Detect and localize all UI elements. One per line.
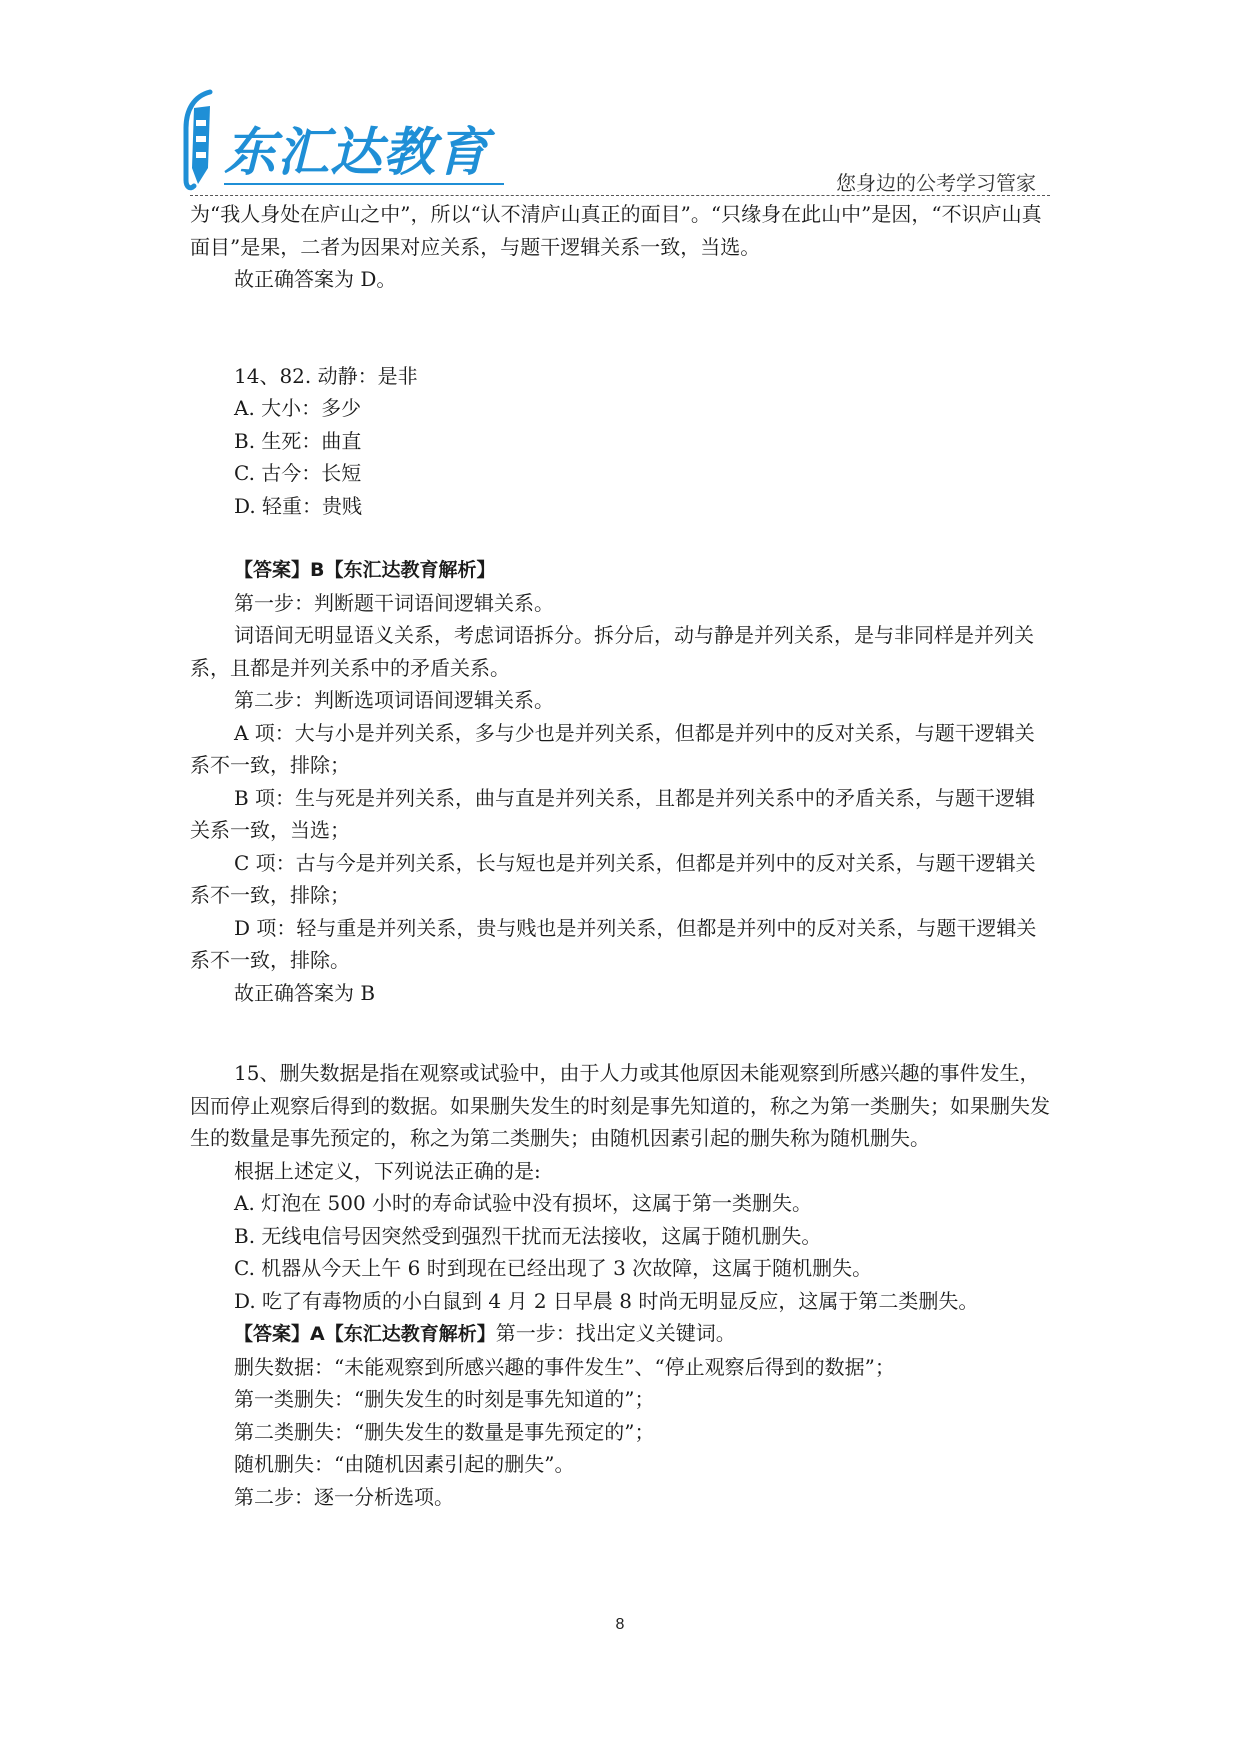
- analysis-line: D 项：轻与重是并列关系，贵与贱也是并列关系，但都是并列中的反对关系，与题干逻辑关系不一致，排除。: [190, 915, 1037, 972]
- analysis-line: C 项：古与今是并列关系，长与短也是并列关系，但都是并列中的反对关系，与题干逻辑关系不一致，排除；: [190, 850, 1036, 907]
- option: D. 吃了有毒物质的小白鼠到 4 月 2 日早晨 8 时尚无明显反应，这属于第二类删失。: [234, 1288, 979, 1313]
- page-header: [0, 0, 1240, 200]
- document-body: [190, 198, 1052, 1513]
- question-stem: 15、删失数据是指在观察或试验中，由于人力或其他原因未能观察到所感兴趣的事件发生，因而停止观察后得到的数据。如果删失发生的时刻是事先知道的，称之为第一类删失；如果删失发生的数量是事先预定的，称之为第二类删失；由随机因素引起的删失称为随机删失。: [190, 1061, 1050, 1150]
- logo-pen-icon: [180, 88, 220, 193]
- option: C. 机器从今天上午 6 时到现在已经出现了 3 次故障，这属于随机删失。: [234, 1256, 873, 1280]
- option: A. 大小：多少: [234, 396, 362, 420]
- analysis-line: 第二步：判断选项词语间逻辑关系。: [234, 688, 554, 712]
- question-prompt: 根据上述定义，下列说法正确的是:: [234, 1158, 541, 1183]
- option: B. 无线电信号因突然受到强烈干扰而无法接收，这属于随机删失。: [234, 1223, 822, 1248]
- analysis-line: 第二步：逐一分析选项。: [234, 1484, 454, 1509]
- analysis-line: 词语间无明显语义关系，考虑词语拆分。拆分后，动与静是并列关系，是与非同样是并列关系，且都是并列关系中的矛盾关系。: [190, 623, 1034, 680]
- analysis-line: 第一步：判断题干词语间逻辑关系。: [234, 590, 554, 615]
- analysis-line: 第二类删失：“删失发生的数量是事先预定的”；: [234, 1419, 655, 1444]
- logo-underline: [224, 183, 504, 185]
- question-stem: 14、82. 动静：是非: [234, 363, 418, 388]
- option: A. 灯泡在 500 小时的寿命试验中没有损坏，这属于第一类删失。: [234, 1191, 813, 1215]
- analysis-line: 第一步：找出定义关键词。: [495, 1321, 736, 1345]
- analysis-line: B 项：生与死是并列关系，曲与直是并列关系，且都是并列关系中的矛盾关系，与题干逻辑关系一致，当选；: [190, 785, 1036, 842]
- analysis-line: A 项：大与小是并列关系，多与少也是并列关系，但都是并列中的反对关系，与题干逻辑关系不一致，排除；: [190, 720, 1035, 777]
- page-number: 8: [615, 1616, 625, 1633]
- conclusion: 故正确答案为 B: [234, 980, 376, 1005]
- slogan: 您身边的公考学习管家: [836, 171, 1036, 195]
- conclusion: 故正确答案为 D。: [234, 267, 397, 291]
- analysis-line: 第一类删失：“删失发生的时刻是事先知道的”；: [234, 1387, 655, 1411]
- header-divider: [190, 195, 1050, 196]
- option: D. 轻重：贵贱: [234, 493, 363, 518]
- logo-text: 东汇达教育: [224, 123, 490, 183]
- analysis-line: 随机删失：“由随机因素引起的删失”。: [234, 1452, 575, 1476]
- option: C. 古今：长短: [234, 461, 362, 485]
- answer-heading: 【答案】B【东汇达教育解析】: [234, 559, 496, 581]
- answer-line: [190, 1317, 1052, 1351]
- paragraph: 为“我人身处在庐山之中”，所以“认不清庐山真正的面目”。“只缘身在此山中”是因，“不识庐山真面目”是果，二者为因果对应关系，与题干逻辑关系一致，当选。: [190, 202, 1042, 259]
- analysis-line: 删失数据：“未能观察到所感兴趣的事件发生”、“停止观察后得到的数据”；: [234, 1354, 895, 1379]
- answer-heading: 【答案】A【东汇达教育解析】: [234, 1323, 496, 1345]
- option: B. 生死：曲直: [234, 428, 362, 453]
